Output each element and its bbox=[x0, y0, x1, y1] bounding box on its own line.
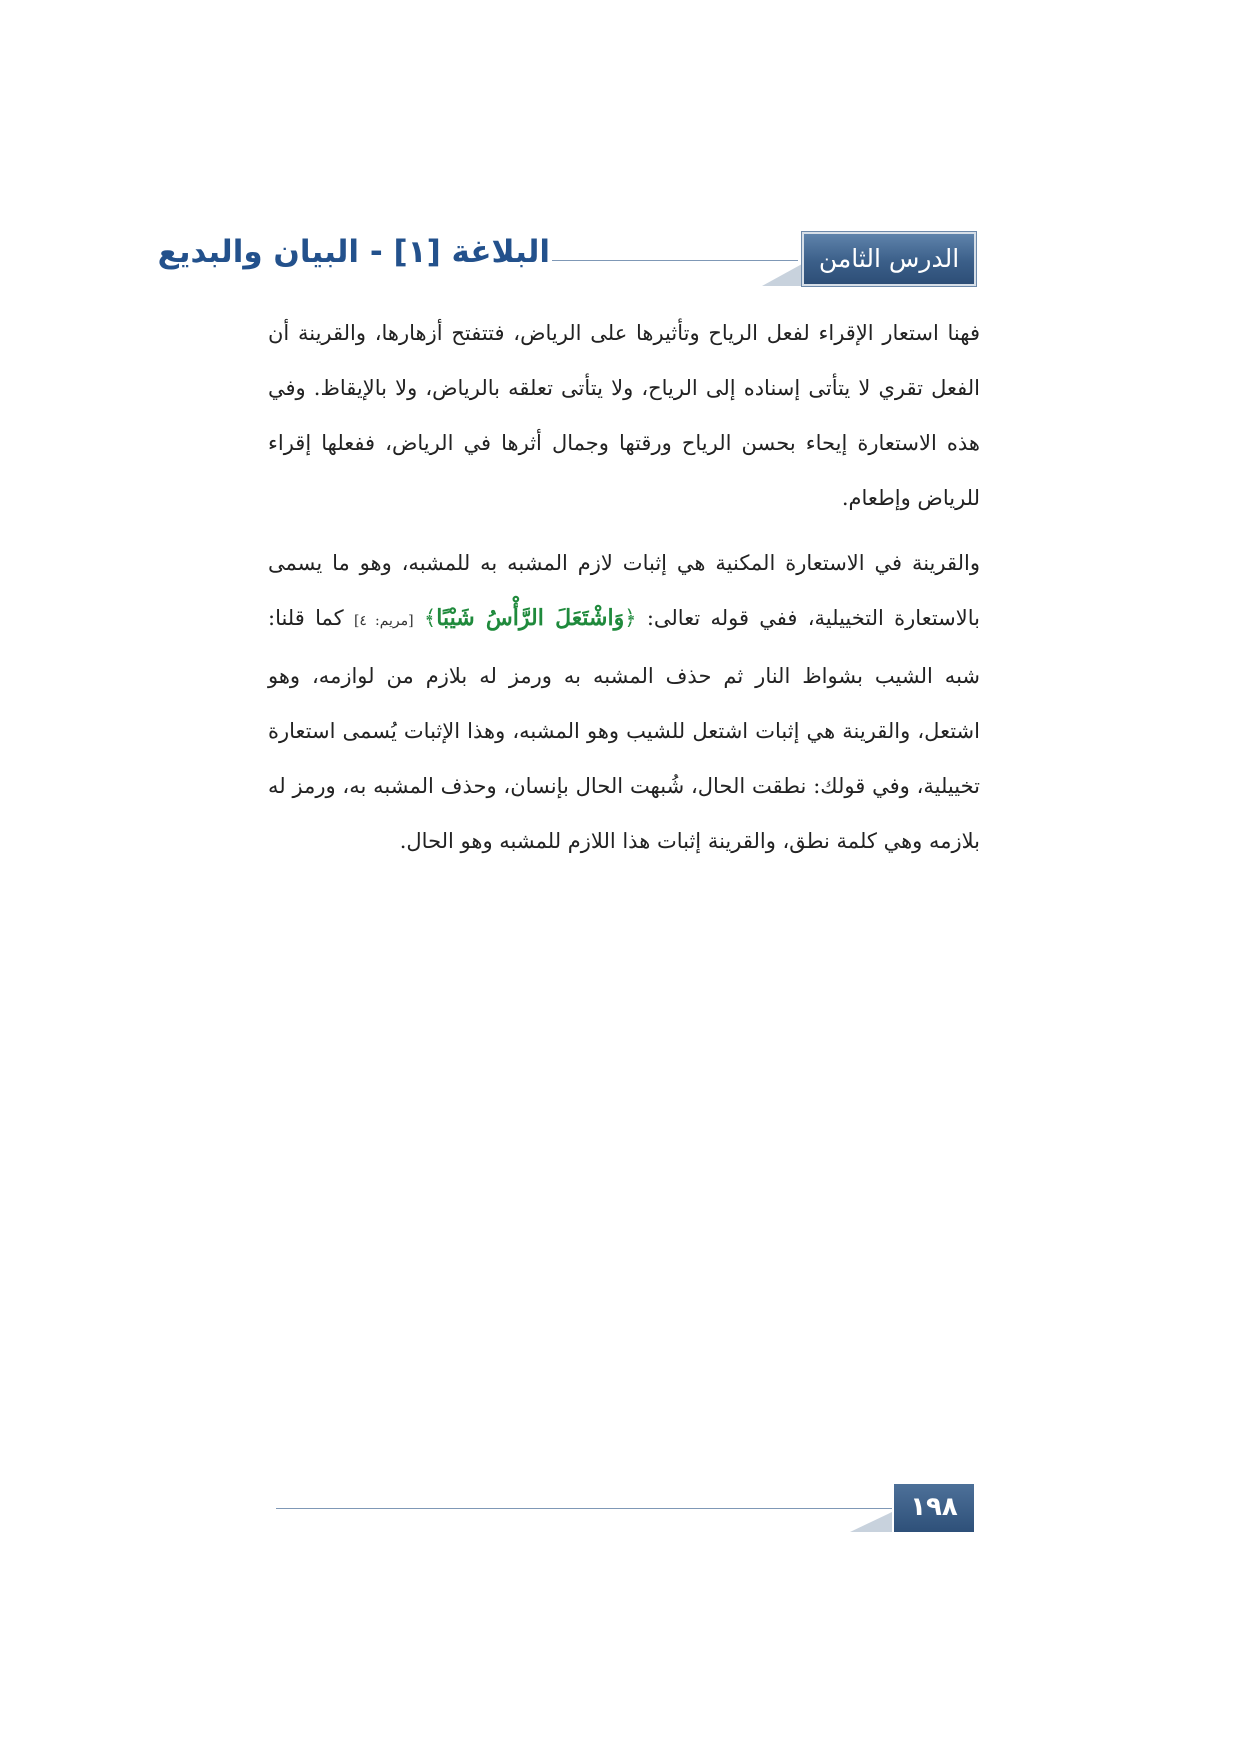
page-number: ١٩٨ bbox=[910, 1492, 958, 1522]
quran-quote: وَاشْتَعَلَ الرَّأْسُ شَيْبًا bbox=[436, 605, 625, 631]
paragraph-2-intro: والقرينة في الاستعارة المكنية هي إثبات لازم المشبه به للمشبه، وهو ما يسمى بالاستعارة التخييلية، ففي قوله تعالى: bbox=[268, 551, 980, 630]
footer-corner-decoration bbox=[850, 1512, 892, 1532]
quote-close-bracket: ﴾ bbox=[423, 606, 437, 630]
page-header bbox=[157, 232, 976, 288]
quote-reference: [مريم: ٤] bbox=[353, 613, 414, 629]
lesson-badge bbox=[802, 232, 976, 286]
footer-divider bbox=[276, 1508, 892, 1509]
quote-open-bracket: ﴿ bbox=[624, 606, 637, 630]
paragraph-2 bbox=[268, 536, 980, 869]
paragraph-1: فهنا استعار الإقراء لفعل الرياح وتأثيرها على الرياض، فتتفتح أزهارها، والقرينة أن الفعل تقري لا يتأتى إسناده إلى الرياح، ولا يتأتى تعلقه بالرياض، ولا بالإيقاظ. وفي هذه الاستعارة إيحاء بحسن الرياح ورقتها وجمال أثرها في الرياض، ففعلها إقراء للرياض وإطعام. bbox=[268, 321, 980, 510]
header-corner-decoration bbox=[762, 264, 802, 286]
page-number-badge bbox=[894, 1484, 974, 1532]
page-body bbox=[268, 306, 980, 869]
page-footer bbox=[276, 1484, 974, 1532]
lesson-label: الدرس الثامن bbox=[818, 244, 960, 273]
paragraph-2-rest: كما قلنا: شبه الشيب بشواظ النار ثم حذف المشبه به ورمز له بلازم من لوازمه، وهو اشتعل، والقرينة هي إثبات اشتعل للشيب وهو المشبه، وهذا الإثبات يُسمى استعارة تخييلية، وفي قولك: نطقت الحال، شُبهت الحال بإنسان، وحذف المشبه به، ورمز له بلازمه وهي كلمة نطق، والقرينة إثبات هذا اللازم للمشبه وهو الحال. bbox=[268, 606, 980, 853]
header-divider bbox=[552, 260, 798, 261]
book-title: البلاغة [١] - البيان والبديع bbox=[157, 234, 550, 270]
